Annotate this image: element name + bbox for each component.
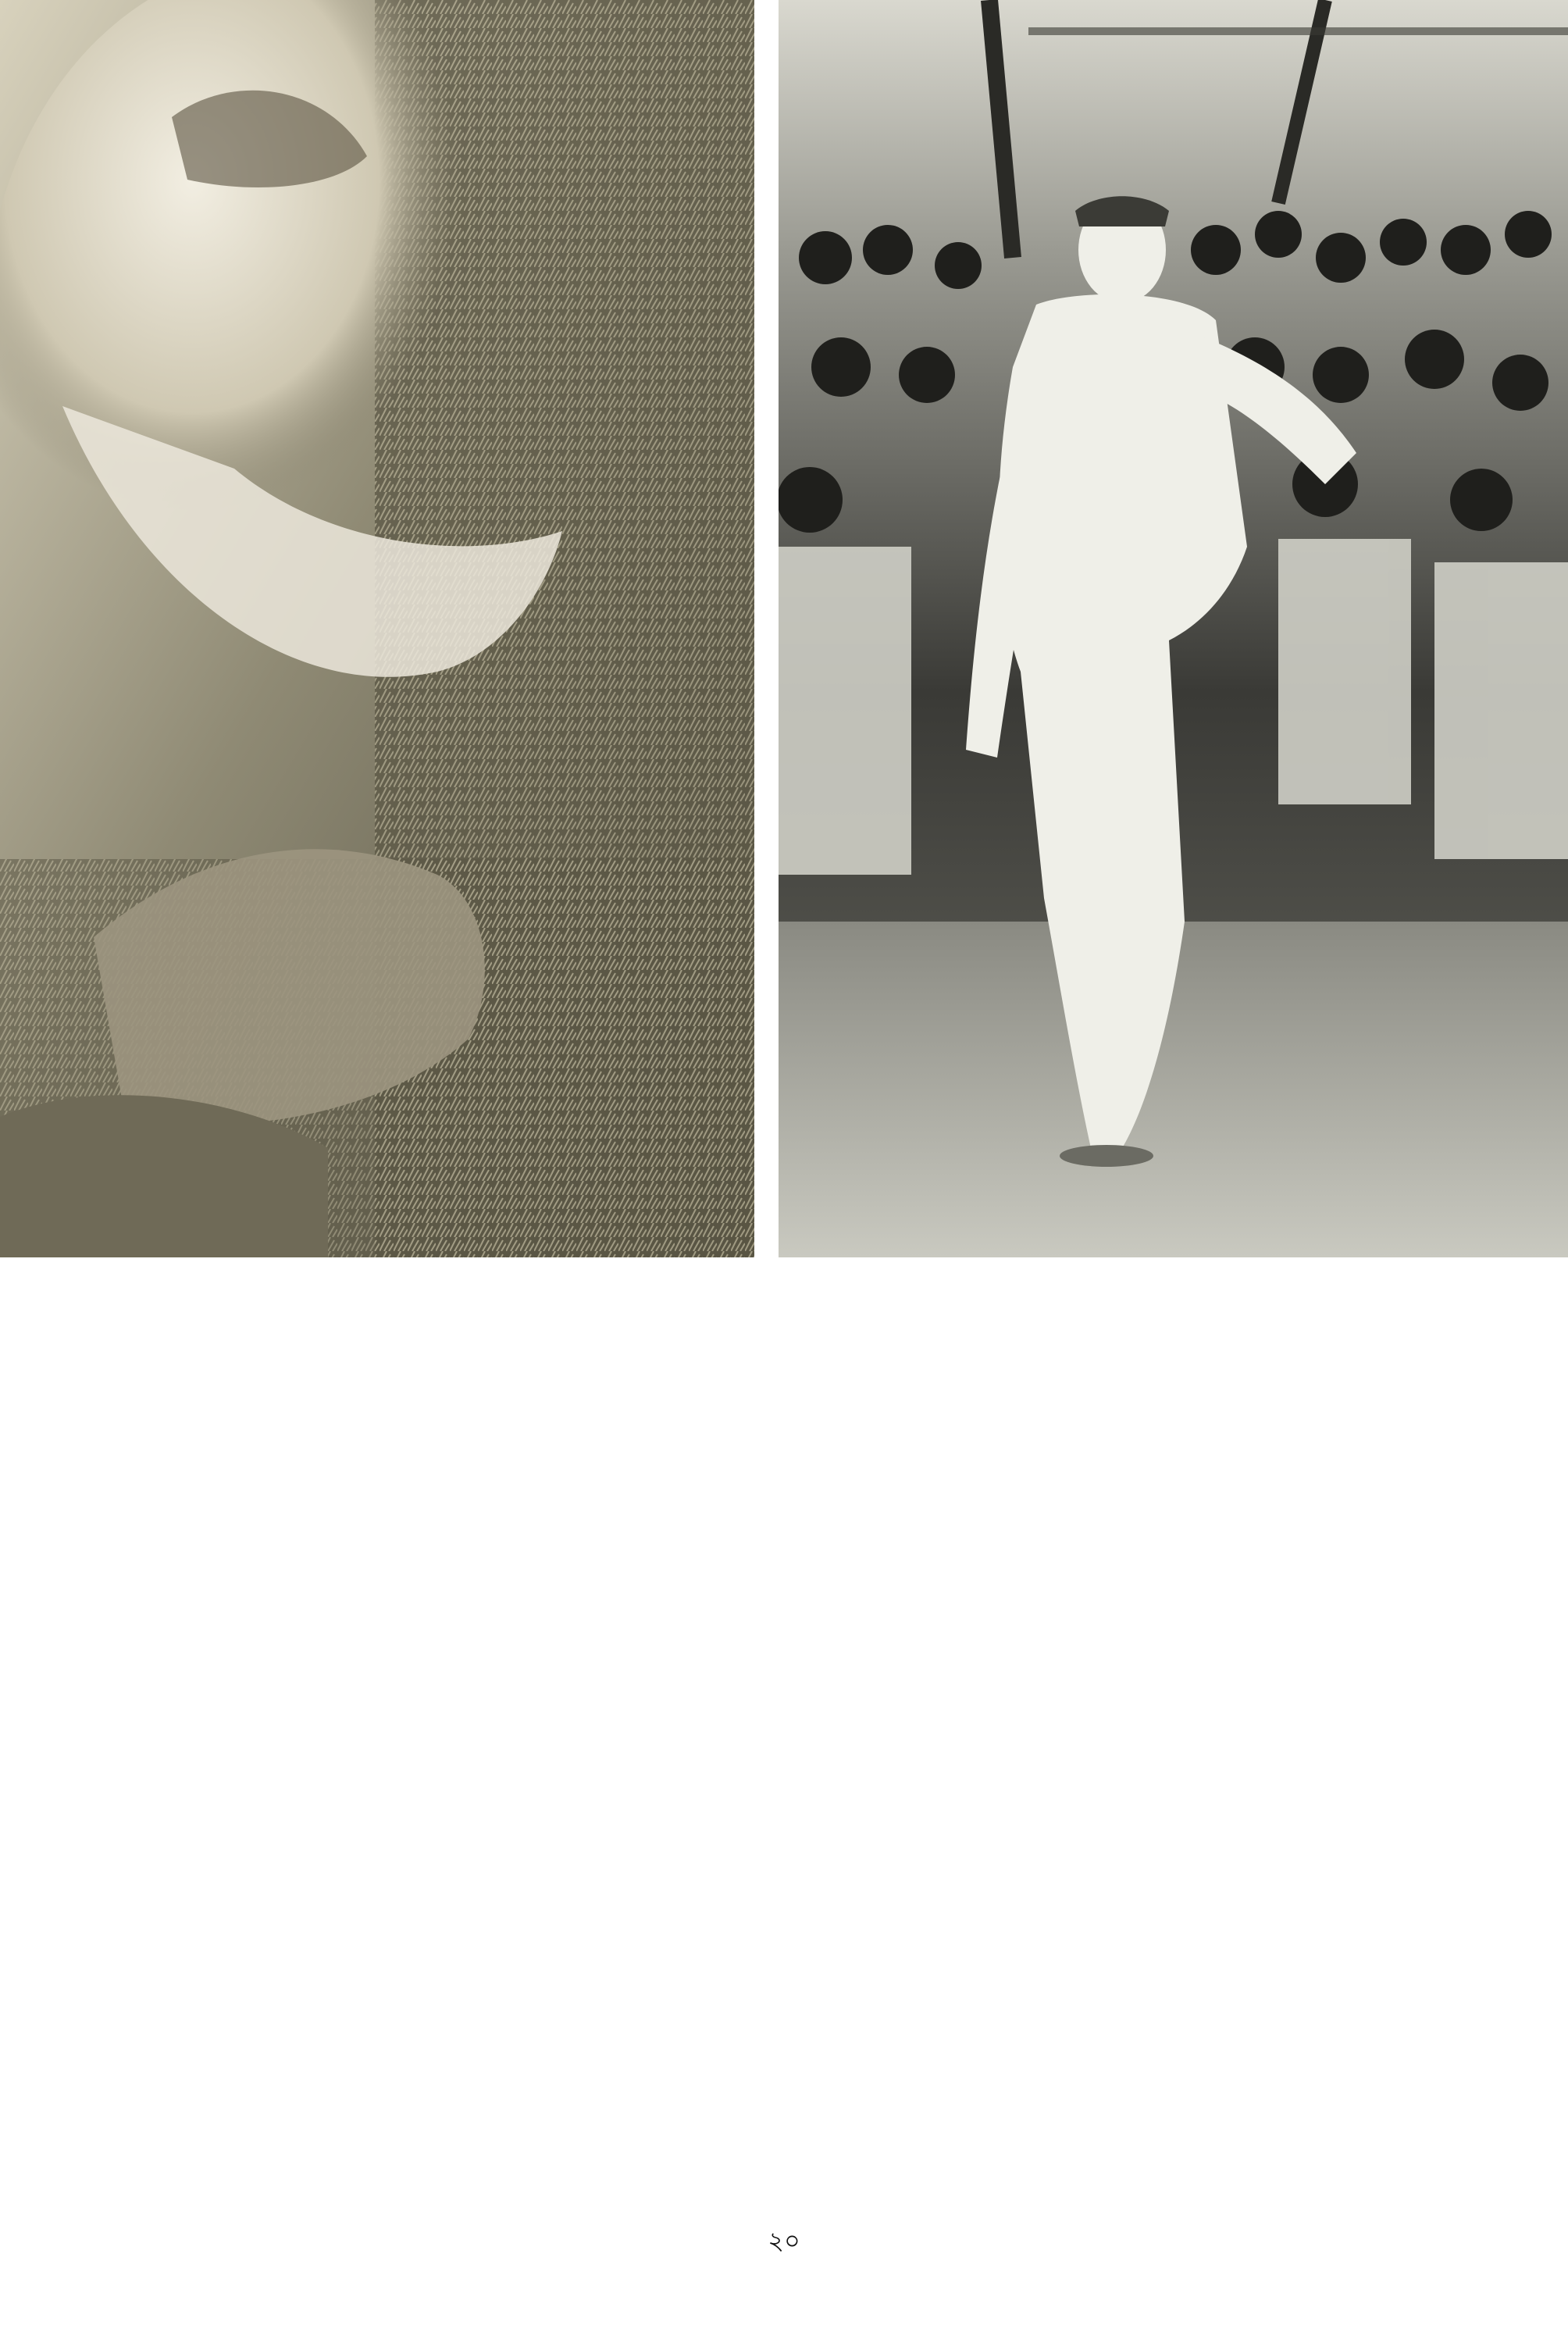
portrait-photo bbox=[0, 0, 754, 1257]
performance-photo bbox=[779, 0, 1568, 1257]
body-text-right-column bbox=[817, 1332, 1485, 2199]
performance-photo-image bbox=[779, 0, 1568, 1257]
body-text-left-column bbox=[134, 1332, 803, 2199]
portrait-photo-image bbox=[0, 0, 754, 1257]
page-number: ২০ bbox=[768, 2226, 800, 2256]
